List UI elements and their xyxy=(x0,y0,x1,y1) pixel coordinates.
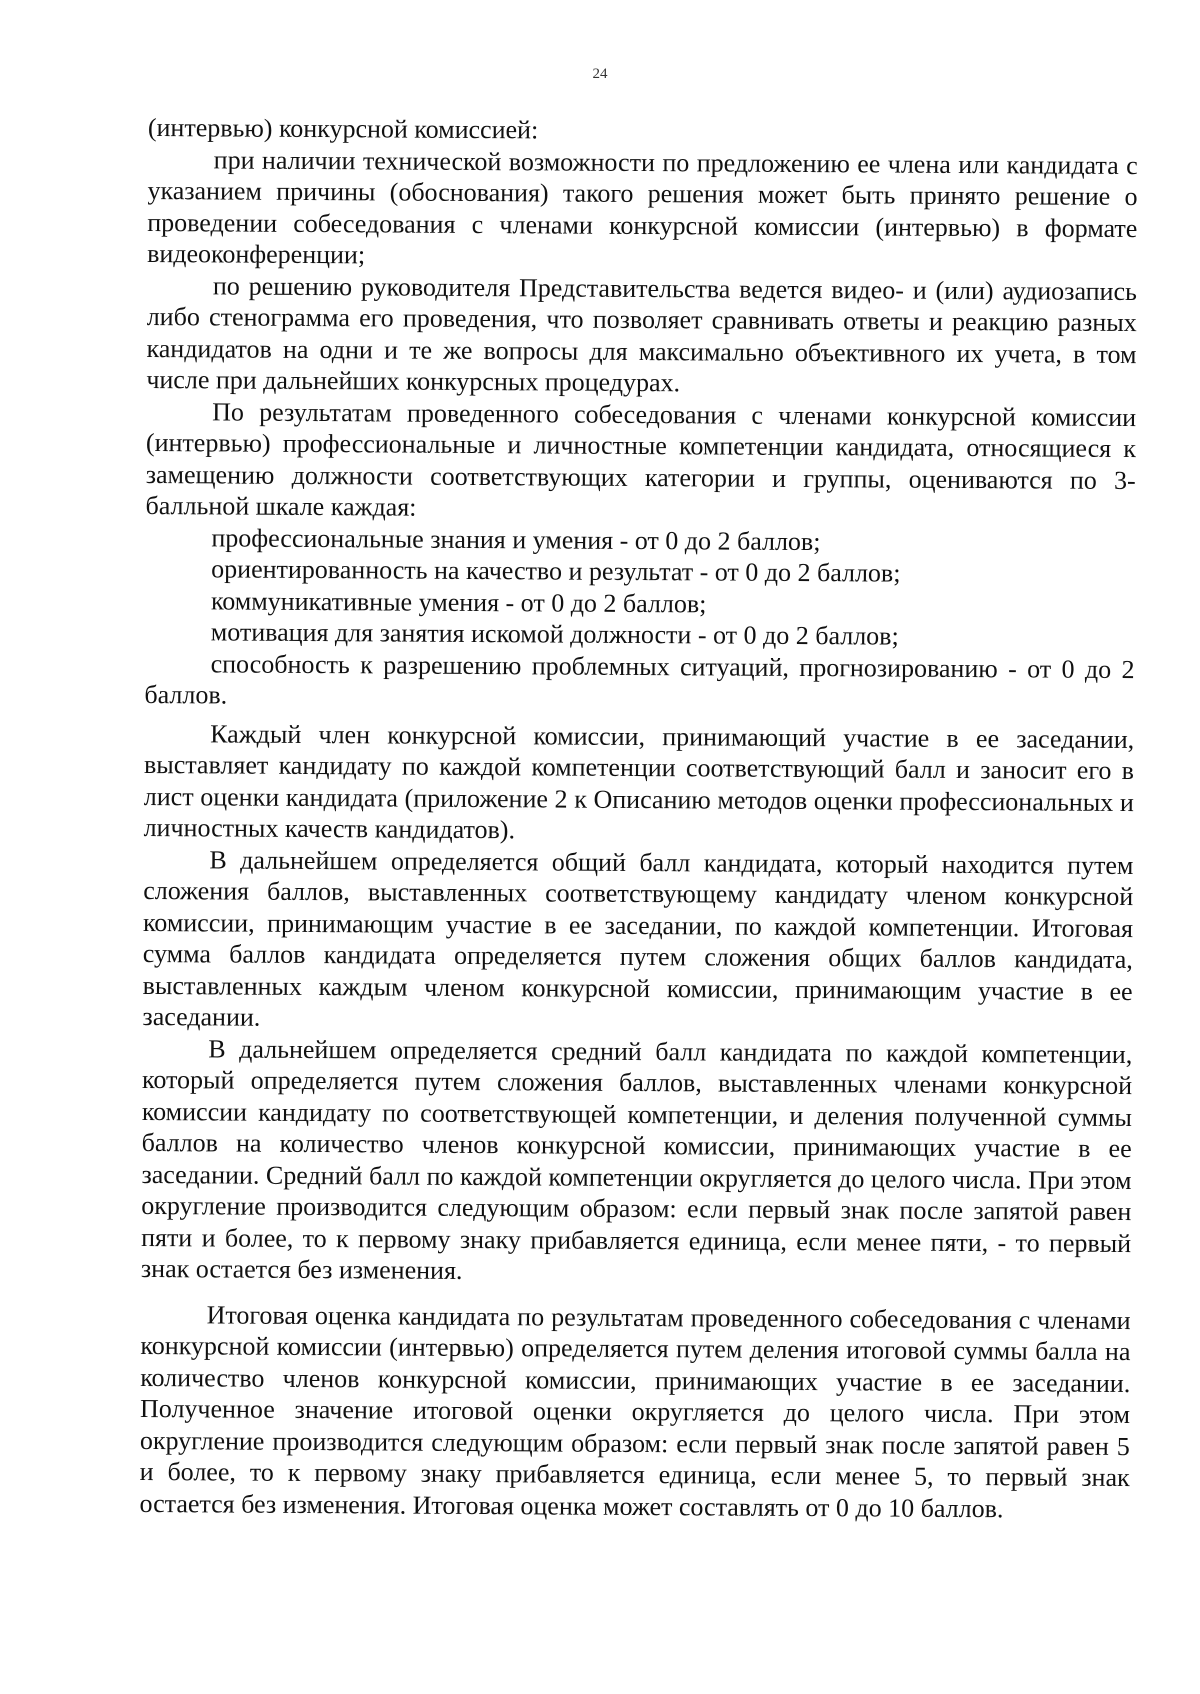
list-item-problem-solving: способность к разрешению проблемных ситуаций, прогнозированию - от 0 до 2 баллов. xyxy=(144,648,1135,710)
paragraph-final-score: Итоговая оценка кандидата по результатам проведенного собеседования с членами конкурсной комиссии (интервью) определяется путем деления итоговой суммы балла на количество членов конкурсной комиссии, принимающих участие в ее заседании. Полученное значение итоговой оценки округляется до целого числа. При этом округление производится следующим образом: если первый знак после запятой равен 5 и более, то к первому знаку прибавляется единица, если менее 5, то первый знак остается без изменения. Итоговая оценка может составлять от 0 до 10 баллов. xyxy=(139,1299,1131,1523)
paragraph-total-score: В дальнейшем определяется общий балл кандидата, который находится путем сложения баллов, выставленных соответствующему кандидату членом конкурсной комиссии, принимающим участие в ее заседании, по каждой компетенции. Итоговая сумма баллов кандидата определяется путем сложения общих баллов кандидата, выставленных каждым членом конкурсной комиссии, принимающим участие в ее заседании. xyxy=(142,844,1134,1032)
paragraph-intro: (интервью) конкурсной комиссией: xyxy=(147,112,539,145)
list-item-motivation: мотивация для занятия искомой должности - от 0 до 2 баллов; xyxy=(210,617,899,651)
paragraph-recording: по решению руководителя Представительства ведется видео- и (или) аудиозапись либо стенограмма его проведения, что позволяет сравнивать ответы и реакцию разных кандидатов на одни и те же вопросы для максимально объективного их учета, в том числе при дальнейших конкурсных процедурах. xyxy=(146,270,1138,398)
paragraph-videoconference: при наличии технической возможности по предложению ее члена или кандидата с указанием причины (обоснования) такого решения может быть принято решение о проведении собеседования с членами конкурсной комиссии (интервью) в формате видеоконференции; xyxy=(147,144,1138,270)
list-item-communication-skills: коммуникативные умения - от 0 до 2 баллов; xyxy=(210,585,707,618)
document-body xyxy=(139,112,1138,1525)
paragraph-average-score: В дальнейшем определяется средний балл кандидата по каждой компетенции, который определяется путем сложения баллов, выставленных членами конкурсной комиссии кандидату по соответствующей компетенции, и деления полученной суммы баллов на количество членов конкурсной комиссии, принимающих участие в ее заседании. Средний балл по каждой компетенции округляется до целого числа. При этом округление производится следующим образом: если первый знак после запятой равен пяти и более, то к первому знаку прибавляется единица, если менее пяти, - то первый знак остается без изменения. xyxy=(140,1033,1133,1285)
list-item-quality-orientation: ориентированность на качество и результат - от 0 до 2 баллов; xyxy=(211,554,901,588)
paragraph-member-scoring: Каждый член конкурсной комиссии, принимающий участие в ее заседании, выставляет кандидату по каждой компетенции соответствующий балл и заносит его в лист оценки кандидата (приложение 2 к Описанию методов оценки профессиональных и личностных качеств кандидатов). xyxy=(143,718,1135,845)
page-number: 24 xyxy=(592,66,608,82)
list-item-professional-knowledge: профессиональные знания и умения - от 0 до 2 баллов; xyxy=(211,522,821,556)
paragraph-competencies-intro: По результатам проведенного собеседования с членами конкурсной комиссии (интервью) профессиональные и личностные компетенции кандидата, относящиеся к замещению должности соответствующих категории и группы, оцениваются по 3-балльной шкале каждая: xyxy=(145,396,1137,522)
